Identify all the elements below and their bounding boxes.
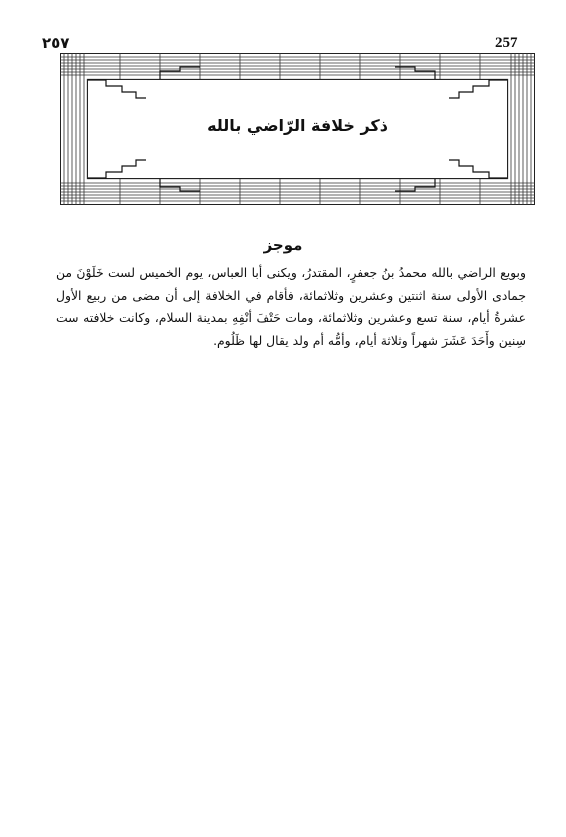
body-paragraph: وبويع الراضي بالله محمدُ بنُ جعفرٍ، المقتدرُ، ويكنى أبا العباس، يوم الخميس لست خَلَوْنَ من جمادى الأولى سنة اثنتين وعشرين وثلاثمائة، فأقام في الخلافة إلى أن مضى من ربيع الأول عشرةُ أيام، سنة تسع وعشرين وثلاثمائة، ومات حَتْفَ أنْفِهِ بمدينة السلام، وكانت خلافته ست سِنين وأَحَدَ عَشَرَ شهراً وثلاثة أيام، وأمُّه أم ولد يقال لها ظَلُوم. <box>56 265 526 348</box>
page-number-latin: 257 <box>495 35 518 51</box>
chapter-header-frame <box>60 53 535 205</box>
chapter-title: ذكر خلافة الرّاضي بالله <box>207 116 388 135</box>
page-number-arabic: ٢٥٧ <box>42 34 70 52</box>
section-heading: موجز <box>263 236 303 254</box>
